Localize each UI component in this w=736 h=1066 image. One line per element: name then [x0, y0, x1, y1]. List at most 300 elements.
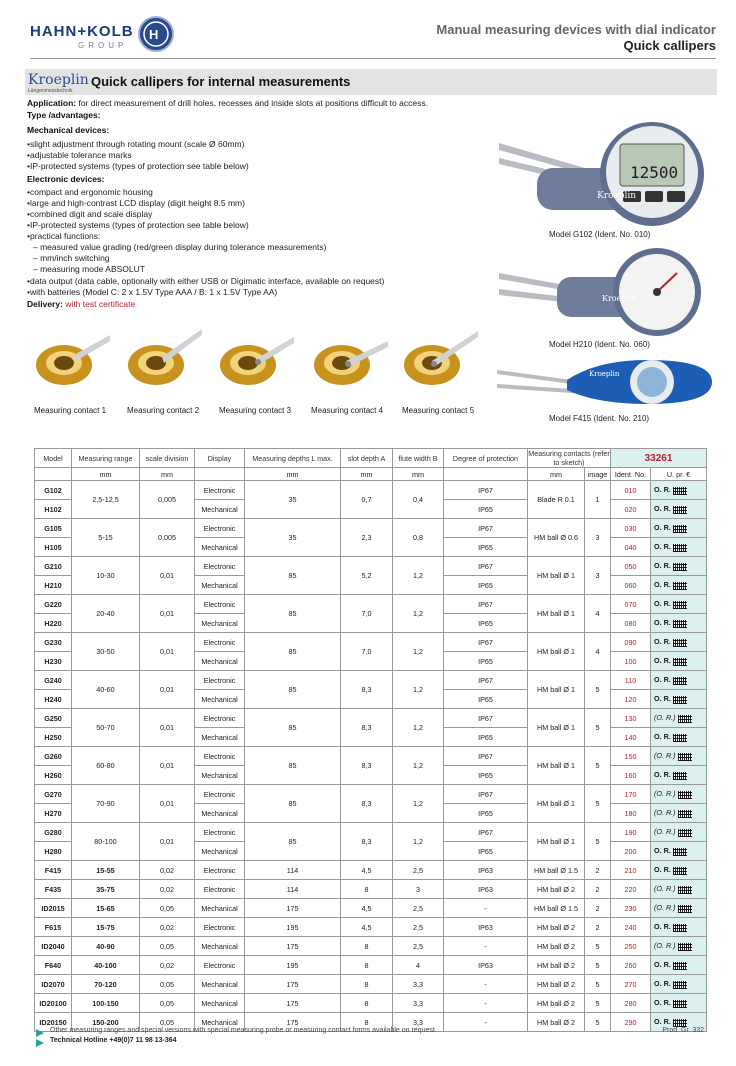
contact-image-3: [218, 325, 294, 392]
hk-emblem-icon: [138, 16, 174, 52]
arrow-icon: [36, 1039, 44, 1047]
model-cell: G210: [35, 557, 72, 576]
qr-code-icon: [678, 715, 692, 723]
qr-code-icon: [673, 772, 687, 780]
qr-code-icon: [673, 582, 687, 590]
model-cell: H102: [35, 500, 72, 519]
table-cell: HM ball Ø 1: [528, 595, 585, 633]
table-cell: Mechanical: [195, 652, 245, 671]
price-cell: [651, 576, 707, 595]
price-value: O. R.: [654, 599, 671, 609]
unit-cell: [35, 468, 72, 481]
device-brand: Kroeplin: [589, 370, 620, 378]
table-cell: 4,5: [341, 918, 393, 937]
price-value: O. R.: [654, 865, 671, 875]
table-cell: 3: [393, 880, 444, 899]
qr-code-icon: [673, 677, 687, 685]
contact-image-1: [34, 325, 110, 392]
technical-hotline: Technical Hotline +49(0)7 11 98 13-364: [50, 1037, 177, 1044]
unit-cell: mm: [72, 468, 140, 481]
model-cell: F435: [35, 880, 72, 899]
section-title: Quick callipers for internal measurements: [91, 74, 351, 89]
ident-cell: 220: [611, 880, 651, 899]
table-cell: 85: [245, 785, 341, 823]
qr-code-icon: [678, 810, 692, 818]
ident-cell: 150: [611, 747, 651, 766]
price-value: O. R.: [654, 846, 671, 856]
qr-code-icon: [673, 620, 687, 628]
table-cell: IP67: [444, 785, 528, 804]
price-cell: [651, 956, 707, 975]
ident-cell: 250: [611, 937, 651, 956]
elec-item: •combined digit and scale display: [27, 209, 153, 219]
table-cell: 2: [585, 918, 611, 937]
table-row: [35, 481, 707, 500]
table-cell: 2: [585, 880, 611, 899]
table-cell: IP63: [444, 880, 528, 899]
table-row: [35, 557, 707, 576]
table-cell: 0,05: [140, 1013, 195, 1032]
table-header-row: [35, 449, 707, 468]
price-cell: [651, 671, 707, 690]
brand-logo: Kroeplin: [28, 72, 89, 88]
product-image-g102: [497, 118, 717, 228]
ident-cell: 210: [611, 861, 651, 880]
table-cell: 100-150: [72, 994, 140, 1013]
table-cell: 195: [245, 956, 341, 975]
table-cell: 4,5: [341, 861, 393, 880]
func-item: – measuring mode ABSOLUT: [33, 264, 145, 274]
table-cell: 0,05: [140, 937, 195, 956]
table-cell: 0,02: [140, 861, 195, 880]
ident-cell: 270: [611, 975, 651, 994]
unit-cell: image: [585, 468, 611, 481]
product-image-h210: [497, 245, 717, 340]
table-cell: 0,01: [140, 633, 195, 671]
table-cell: 85: [245, 633, 341, 671]
price-cell: [651, 709, 707, 728]
price-value: O. R.: [654, 979, 671, 989]
ident-cell: 280: [611, 994, 651, 1013]
table-cell: IP65: [444, 728, 528, 747]
table-cell: Electronic: [195, 918, 245, 937]
table-cell: 15-75: [72, 918, 140, 937]
col-header: Model: [35, 449, 72, 468]
price-cell: [651, 633, 707, 652]
price-value: (O. R.): [654, 827, 676, 837]
table-cell: 2,5: [393, 861, 444, 880]
table-cell: 1,2: [393, 633, 444, 671]
table-cell: -: [444, 899, 528, 918]
table-cell: Blade R 0.1: [528, 481, 585, 519]
qr-code-icon: [678, 905, 692, 913]
price-cell: [651, 861, 707, 880]
table-cell: HM ball Ø 1.5: [528, 861, 585, 880]
model-cell: H270: [35, 804, 72, 823]
model-cell: H280: [35, 842, 72, 861]
ident-cell: 170: [611, 785, 651, 804]
ident-cell: 130: [611, 709, 651, 728]
col-header: slot depth A: [341, 449, 393, 468]
table-cell: 5: [585, 1013, 611, 1032]
contact-caption: Measuring contact 3: [219, 406, 292, 415]
table-cell: 85: [245, 823, 341, 861]
model-cell: H260: [35, 766, 72, 785]
price-value: O. R.: [654, 1017, 671, 1027]
mech-item: •adjustable tolerance marks: [27, 150, 132, 160]
table-cell: IP65: [444, 576, 528, 595]
model-cell: G230: [35, 633, 72, 652]
device-brand: Kroeplin: [597, 191, 637, 201]
price-value: O. R.: [654, 656, 671, 666]
price-cell: [651, 975, 707, 994]
brand-subtitle: Längenmesstechnik: [28, 88, 73, 94]
unit-cell: mm: [245, 468, 341, 481]
table-cell: IP67: [444, 481, 528, 500]
table-cell: 175: [245, 1013, 341, 1032]
table-cell: 5,2: [341, 557, 393, 595]
table-cell: IP67: [444, 747, 528, 766]
table-cell: 8: [341, 994, 393, 1013]
price-cell: [651, 823, 707, 842]
qr-code-icon: [678, 943, 692, 951]
table-cell: 8: [341, 975, 393, 994]
price-value: (O. R.): [654, 789, 676, 799]
table-cell: 1: [585, 481, 611, 519]
table-cell: -: [444, 975, 528, 994]
table-cell: 85: [245, 671, 341, 709]
contact-image-2: [126, 325, 202, 392]
table-cell: 0,02: [140, 956, 195, 975]
table-row: [35, 975, 707, 994]
table-cell: 5: [585, 747, 611, 785]
price-cell: [651, 747, 707, 766]
price-value: O. R.: [654, 504, 671, 514]
table-row: [35, 956, 707, 975]
table-cell: 1,2: [393, 595, 444, 633]
table-cell: HM ball Ø 1.5: [528, 899, 585, 918]
qr-code-icon: [673, 601, 687, 609]
table-cell: Mechanical: [195, 1013, 245, 1032]
table-cell: 3,3: [393, 994, 444, 1013]
svg-text:H: H: [149, 27, 159, 42]
table-cell: 0,01: [140, 709, 195, 747]
table-cell: 0,8: [393, 519, 444, 557]
table-cell: IP65: [444, 766, 528, 785]
table-cell: 8,3: [341, 671, 393, 709]
table-cell: 85: [245, 595, 341, 633]
ident-cell: 010: [611, 481, 651, 500]
model-cell: G260: [35, 747, 72, 766]
table-cell: 5: [585, 937, 611, 956]
price-cell: [651, 690, 707, 709]
model-cell: F415: [35, 861, 72, 880]
ident-cell: 110: [611, 671, 651, 690]
price-value: (O. R.): [654, 751, 676, 761]
table-cell: 0,01: [140, 747, 195, 785]
model-cell: H250: [35, 728, 72, 747]
price-value: O. R.: [654, 694, 671, 704]
ident-cell: 160: [611, 766, 651, 785]
table-cell: Electronic: [195, 785, 245, 804]
price-cell: [651, 519, 707, 538]
table-cell: 1,2: [393, 823, 444, 861]
table-cell: Electronic: [195, 671, 245, 690]
table-cell: Electronic: [195, 519, 245, 538]
model-cell: ID2070: [35, 975, 72, 994]
table-cell: Mechanical: [195, 804, 245, 823]
units-row: [35, 468, 707, 481]
table-cell: IP65: [444, 842, 528, 861]
mech-item: •slight adjustment through rotating mount (scale Ø 60mm): [27, 139, 245, 149]
col-header: Measuring depths L max.: [245, 449, 341, 468]
col-header: Measuring contacts (refer to sketch): [528, 449, 610, 467]
table-cell: Mechanical: [195, 500, 245, 519]
table-cell: 150-200: [72, 1013, 140, 1032]
table-cell: 5: [585, 709, 611, 747]
price-cell: [651, 557, 707, 576]
product-caption: Model F415 (Ident. No. 210): [549, 414, 650, 423]
price-cell: [651, 614, 707, 633]
type-label: Type /advantages:: [27, 110, 101, 120]
price-value: O. R.: [654, 542, 671, 552]
table-cell: 1,2: [393, 747, 444, 785]
table-cell: 8,3: [341, 785, 393, 823]
ident-cell: 100: [611, 652, 651, 671]
table-cell: 35-75: [72, 880, 140, 899]
table-cell: 5: [585, 975, 611, 994]
table-cell: HM ball Ø 2: [528, 1013, 585, 1032]
table-cell: Mechanical: [195, 576, 245, 595]
qr-code-icon: [678, 829, 692, 837]
model-cell: F640: [35, 956, 72, 975]
model-cell: G102: [35, 481, 72, 500]
ident-cell: 120: [611, 690, 651, 709]
qr-code-icon: [673, 867, 687, 875]
qr-code-icon: [673, 1000, 687, 1008]
table-row: [35, 709, 707, 728]
qr-code-icon: [673, 924, 687, 932]
col-header: flute width B: [393, 449, 444, 468]
table-cell: 0,01: [140, 671, 195, 709]
model-cell: ID2015: [35, 899, 72, 918]
table-cell: IP67: [444, 671, 528, 690]
qr-code-icon: [673, 981, 687, 989]
ident-cell: 180: [611, 804, 651, 823]
qr-code-icon: [673, 696, 687, 704]
qr-code-icon: [673, 658, 687, 666]
table-cell: Mechanical: [195, 614, 245, 633]
table-cell: HM ball Ø 1: [528, 633, 585, 671]
func-item: – measured value grading (red/green display during tolerance measurements): [33, 242, 327, 252]
table-cell: 195: [245, 918, 341, 937]
product-caption: Model G102 (Ident. No. 010): [549, 230, 651, 239]
model-cell: G105: [35, 519, 72, 538]
ident-cell: 020: [611, 500, 651, 519]
table-cell: 7,0: [341, 595, 393, 633]
table-cell: Electronic: [195, 595, 245, 614]
table-row: [35, 861, 707, 880]
header-divider: [30, 58, 716, 59]
table-cell: HM ball Ø 1: [528, 785, 585, 823]
table-cell: 114: [245, 880, 341, 899]
table-cell: 2: [585, 861, 611, 880]
table-row: [35, 823, 707, 842]
table-cell: Mechanical: [195, 766, 245, 785]
table-cell: 3: [585, 519, 611, 557]
price-value: O. R.: [654, 922, 671, 932]
price-cell: [651, 899, 707, 918]
product-group: Prod. Gr. 332: [662, 1027, 704, 1034]
price-value: (O. R.): [654, 808, 676, 818]
elec-item: •with batteries (Model C: 2 x 1.5V Type AAA / B: 1 x 1.5V Type AA): [27, 287, 278, 297]
model-cell: ID2040: [35, 937, 72, 956]
table-cell: HM ball Ø 2: [528, 937, 585, 956]
product-caption: Model H210 (Ident. No. 060): [549, 340, 650, 349]
price-cell: [651, 728, 707, 747]
table-cell: 0,05: [140, 975, 195, 994]
table-cell: -: [444, 994, 528, 1013]
model-cell: G270: [35, 785, 72, 804]
contact-image-5: [402, 325, 478, 392]
table-cell: HM ball Ø 1: [528, 709, 585, 747]
ident-cell: 240: [611, 918, 651, 937]
mech-label: Mechanical devices:: [27, 125, 110, 135]
price-cell: [651, 538, 707, 557]
price-value: (O. R.): [654, 884, 676, 894]
table-cell: 35: [245, 519, 341, 557]
spec-table: [34, 448, 707, 1032]
table-row: [35, 937, 707, 956]
col-header: Degree of protection: [444, 449, 528, 468]
model-cell: ID20100: [35, 994, 72, 1013]
price-cell: [651, 918, 707, 937]
contact-caption: Measuring contact 5: [402, 406, 475, 415]
table-cell: 8,3: [341, 823, 393, 861]
table-cell: IP65: [444, 804, 528, 823]
contact-image-4: [312, 325, 388, 392]
table-cell: 0,01: [140, 557, 195, 595]
ident-cell: 040: [611, 538, 651, 557]
table-cell: 8: [341, 1013, 393, 1032]
price-value: (O. R.): [654, 903, 676, 913]
table-cell: 0,005: [140, 481, 195, 519]
table-cell: 40-100: [72, 956, 140, 975]
table-cell: HM ball Ø 1: [528, 823, 585, 861]
price-cell: [651, 994, 707, 1013]
price-value: O. R.: [654, 485, 671, 495]
table-cell: 15-55: [72, 861, 140, 880]
model-cell: F615: [35, 918, 72, 937]
table-cell: Electronic: [195, 481, 245, 500]
table-cell: Mechanical: [195, 728, 245, 747]
unit-cell: Ident. No.: [611, 468, 651, 481]
model-cell: H210: [35, 576, 72, 595]
table-cell: 5-15: [72, 519, 140, 557]
price-value: O. R.: [654, 523, 671, 533]
table-cell: Electronic: [195, 709, 245, 728]
table-row: [35, 918, 707, 937]
price-cell: [651, 595, 707, 614]
table-cell: -: [444, 937, 528, 956]
table-cell: 4,5: [341, 899, 393, 918]
table-row: [35, 880, 707, 899]
elec-item: •IP-protected systems (types of protection see table below): [27, 220, 249, 230]
table-cell: IP67: [444, 633, 528, 652]
table-cell: 0,05: [140, 994, 195, 1013]
price-cell: [651, 500, 707, 519]
unit-cell: U. pr. €: [651, 468, 707, 481]
table-row: [35, 899, 707, 918]
table-cell: IP65: [444, 690, 528, 709]
price-cell: [651, 652, 707, 671]
price-cell: [651, 481, 707, 500]
qr-code-icon: [673, 544, 687, 552]
table-row: [35, 994, 707, 1013]
table-cell: IP67: [444, 709, 528, 728]
table-cell: IP65: [444, 538, 528, 557]
table-cell: IP65: [444, 652, 528, 671]
table-cell: 1,2: [393, 785, 444, 823]
table-cell: 0,02: [140, 880, 195, 899]
table-cell: 70-90: [72, 785, 140, 823]
contact-caption: Measuring contact 1: [34, 406, 107, 415]
table-cell: 30-50: [72, 633, 140, 671]
unit-cell: [195, 468, 245, 481]
qr-code-icon: [673, 563, 687, 571]
table-cell: Mechanical: [195, 690, 245, 709]
model-cell: G220: [35, 595, 72, 614]
contact-caption: Measuring contact 4: [311, 406, 384, 415]
price-value: (O. R.): [654, 713, 676, 723]
application-line: Application: for direct measurement of drill holes, recesses and inside slots at positions difficult to access.: [27, 98, 428, 108]
table-row: [35, 747, 707, 766]
qr-code-icon: [673, 734, 687, 742]
model-cell: H230: [35, 652, 72, 671]
table-cell: 3,3: [393, 975, 444, 994]
unit-cell: mm: [528, 468, 585, 481]
table-cell: 15-65: [72, 899, 140, 918]
table-cell: 114: [245, 861, 341, 880]
unit-cell: [444, 468, 528, 481]
qr-code-icon: [673, 848, 687, 856]
table-row: [35, 671, 707, 690]
col-header: scale division: [140, 449, 195, 468]
price-value: O. R.: [654, 675, 671, 685]
price-cell: [651, 804, 707, 823]
price-value: O. R.: [654, 732, 671, 742]
table-cell: IP65: [444, 614, 528, 633]
arrow-icon: [36, 1029, 44, 1037]
qr-code-icon: [678, 791, 692, 799]
table-row: [35, 633, 707, 652]
table-cell: 50-70: [72, 709, 140, 747]
table-cell: HM ball Ø 0.6: [528, 519, 585, 557]
table-cell: Electronic: [195, 880, 245, 899]
table-cell: -: [444, 1013, 528, 1032]
qr-code-icon: [673, 525, 687, 533]
ident-cell: 070: [611, 595, 651, 614]
table-cell: 0,01: [140, 823, 195, 861]
table-cell: 8: [341, 937, 393, 956]
table-cell: 10-30: [72, 557, 140, 595]
price-value: O. R.: [654, 770, 671, 780]
table-cell: 4: [585, 595, 611, 633]
table-cell: Electronic: [195, 747, 245, 766]
table-cell: HM ball Ø 1: [528, 557, 585, 595]
price-cell: [651, 785, 707, 804]
device-brand: Kroeplin: [602, 294, 637, 303]
